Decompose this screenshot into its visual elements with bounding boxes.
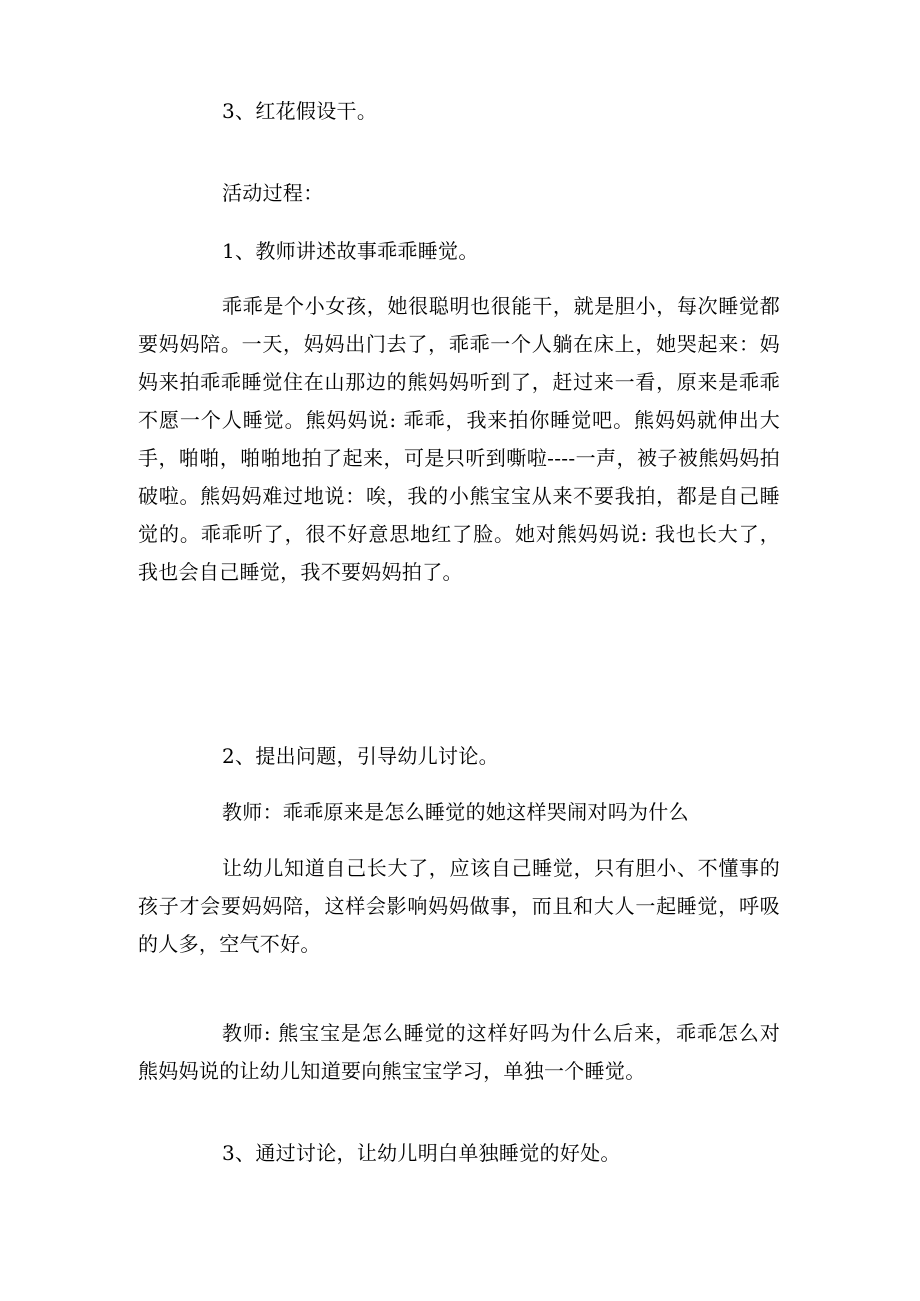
activity-process-heading: 活动过程： xyxy=(222,181,324,205)
material-item-3: 3、红花假设干。 xyxy=(222,99,378,123)
teacher-question-1: 教师：乖乖原来是怎么睡觉的她这样哭闹对吗为什么 xyxy=(222,800,689,824)
step-3-heading: 3、通过讨论，让幼儿明白单独睡觉的好处。 xyxy=(222,1141,621,1165)
explanation-paragraph: 让幼儿知道自己长大了，应该自己睡觉，只有胆小、不懂事的孩子才会要妈妈陪，这样会影响妈妈做事，而且和大人一起睡觉，呼吸的人多，空气不好。 xyxy=(138,856,780,956)
teacher-question-2: 教师: 熊宝宝是怎么睡觉的这样好吗为什么后来，乖乖怎么对熊妈妈说的让幼儿知道要向熊宝宝学习，单独一个睡觉。 xyxy=(138,1021,780,1083)
story-paragraph: 乖乖是个小女孩，她很聪明也很能干，就是胆小，每次睡觉都要妈妈陪。一天，妈妈出门去了，乖乖一个人躺在床上，她哭起来：妈妈来拍乖乖睡觉住在山那边的熊妈妈听到了，赶过来一看，原来是乖乖不愿一个人睡觉。熊妈妈说: 乖乖，我来拍你睡觉吧。熊妈妈就伸出大手，啪啪，啪啪地拍了起来，可是只听到嘶啦----一声，被子被熊妈妈拍破啦。熊妈妈难过地说：唉，我的小熊宝宝从来不要我拍，都是自己睡觉的。乖乖听了，很不好意思地红了脸。她对熊妈妈说: 我也长大了，我也会自己睡觉，我不要妈妈拍了。 xyxy=(138,294,780,584)
step-2-heading: 2、提出问题，引导幼儿讨论。 xyxy=(222,744,499,768)
step-1-heading: 1、教师讲述故事乖乖睡觉。 xyxy=(222,239,479,263)
